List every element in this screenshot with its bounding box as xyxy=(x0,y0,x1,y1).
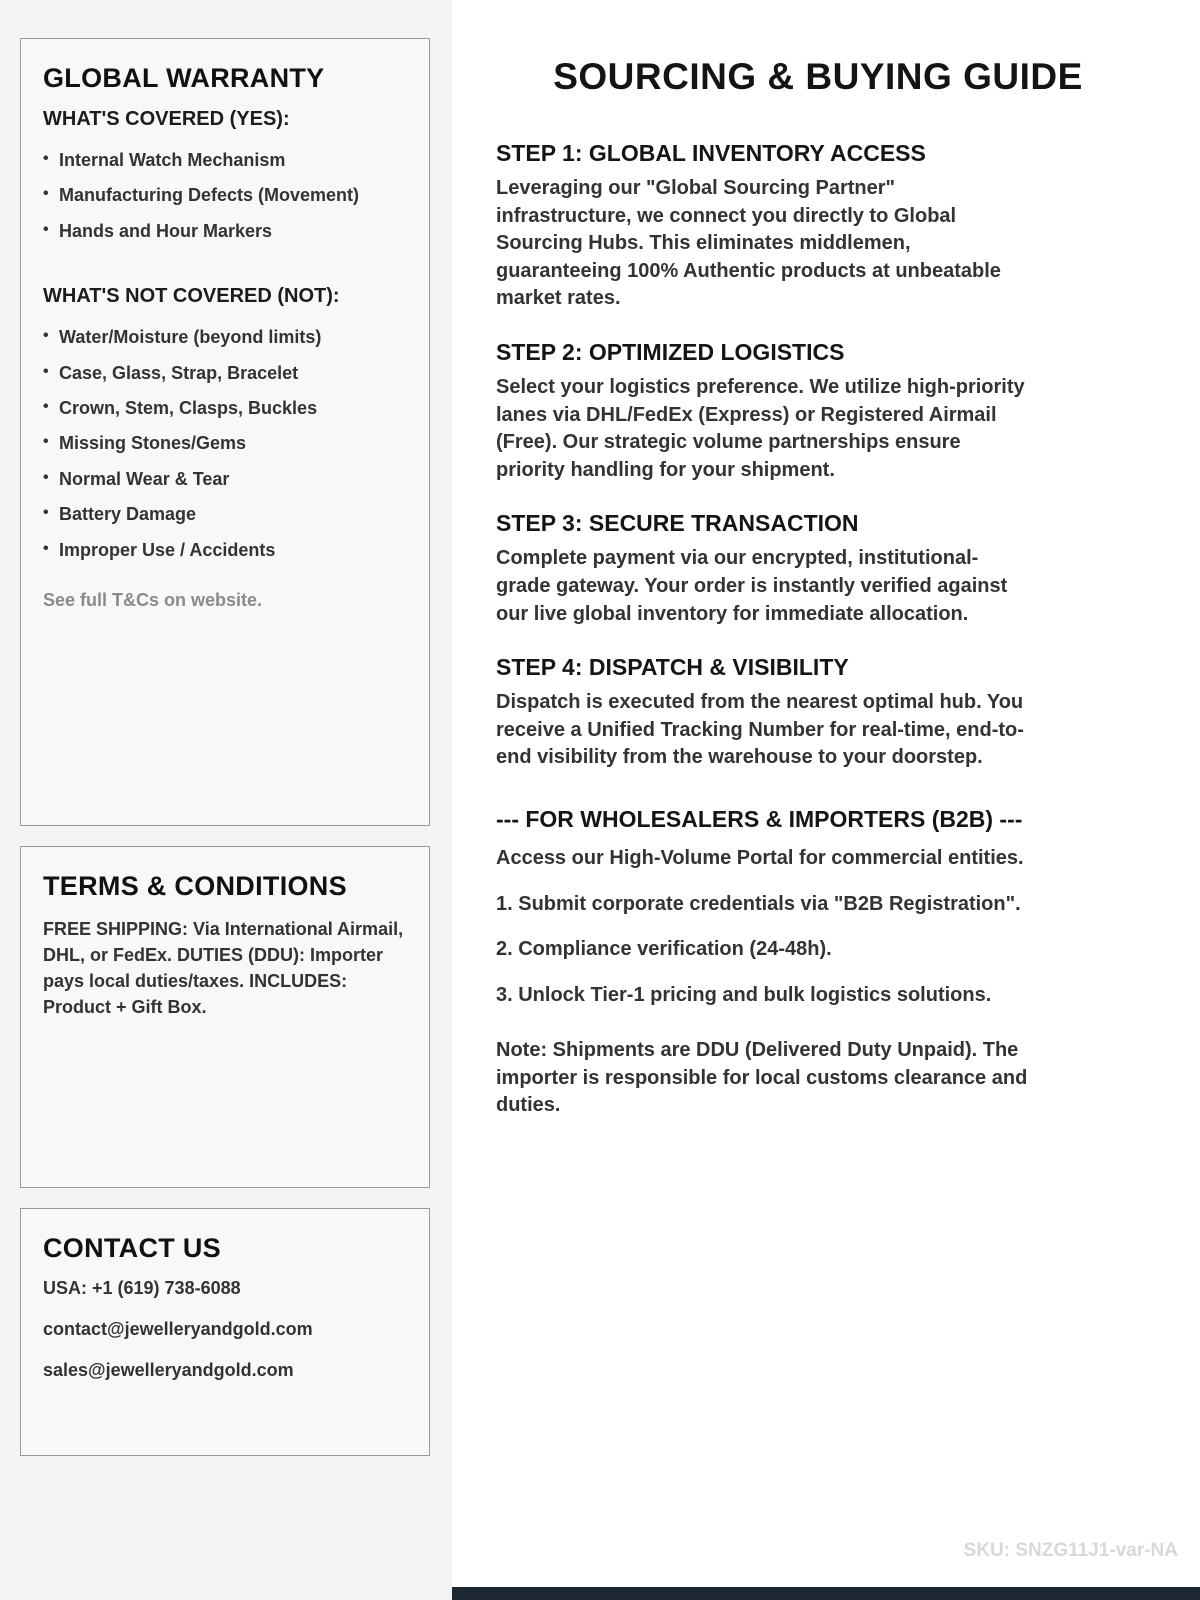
warranty-not-covered-title: WHAT'S NOT COVERED (NOT): xyxy=(43,285,340,308)
list-item: • Manufacturing Defects (Movement) xyxy=(43,178,407,213)
list-item: • Crown, Stem, Clasps, Buckles xyxy=(43,391,407,426)
warranty-footnote: See full T&Cs on website. xyxy=(43,589,263,610)
step-2-body: Select your logistics preference. We utilize high-priority lanes via DHL/FedEx (Express) or Registered Airmail (Free). Our strategic volume partnerships ensure priority handling for your shipment. xyxy=(496,375,1025,481)
warranty-covered-list xyxy=(43,143,407,249)
warranty-not-covered-list xyxy=(43,320,407,568)
step-3-body: Complete payment via our encrypted, institutional-grade gateway. Your order is instantly verified against our live global inventory for immediate allocation. xyxy=(496,547,1008,625)
step-4-heading: STEP 4: DISPATCH & VISIBILITY xyxy=(496,654,849,681)
main-content xyxy=(452,0,1200,1600)
list-item: • Hands and Hour Markers xyxy=(43,214,407,249)
contact-email-primary: contact@jewelleryandgold.com xyxy=(43,1319,313,1339)
sidebar xyxy=(0,0,452,1600)
contact-phone: USA: +1 (619) 738-6088 xyxy=(43,1278,241,1298)
footer-bar xyxy=(452,1587,1200,1600)
step-2-heading: STEP 2: OPTIMIZED LOGISTICS xyxy=(496,338,845,365)
step-2-section xyxy=(496,339,1140,484)
list-item: • Internal Watch Mechanism xyxy=(43,143,407,178)
b2b-step-3: 3. Unlock Tier-1 pricing and bulk logistics solutions. xyxy=(496,983,992,1006)
step-1-heading: STEP 1: GLOBAL INVENTORY ACCESS xyxy=(496,140,926,166)
b2b-note: Note: Shipments are DDU (Delivered Duty Unpaid). The importer is responsible for local customs clearance and duties. xyxy=(496,1039,1028,1117)
contact-panel xyxy=(20,1208,430,1456)
b2b-step-1: 1. Submit corporate credentials via "B2B Registration". xyxy=(496,892,1021,915)
list-item: • Water/Moisture (beyond limits) xyxy=(43,320,407,355)
step-4-section xyxy=(496,654,1140,772)
list-item: • Improper Use / Accidents xyxy=(43,533,407,568)
step-1-body: Leveraging our "Global Sourcing Partner" infrastructure, we connect you directly to Global Sourcing Hubs. This eliminates middlemen, guaranteeing 100% Authentic products at unbeatable market rates. xyxy=(496,177,1001,310)
sku-label: SKU: SNZG11J1-var-NA xyxy=(963,1540,1178,1561)
b2b-heading: --- FOR WHOLESALERS & IMPORTERS (B2B) --- xyxy=(496,805,1023,832)
contact-email-sales: sales@jewelleryandgold.com xyxy=(43,1360,294,1380)
step-3-section xyxy=(496,510,1140,628)
list-item: • Case, Glass, Strap, Bracelet xyxy=(43,356,407,391)
b2b-section xyxy=(496,806,1140,1120)
list-item: • Battery Damage xyxy=(43,497,407,532)
terms-body: FREE SHIPPING: Via International Airmail, DHL, or FedEx. DUTIES (DDU): Importer pays local duties/taxes. INCLUDES: Product + Gift Box. xyxy=(43,919,404,1018)
list-item: • Normal Wear & Tear xyxy=(43,462,407,497)
list-item: • Missing Stones/Gems xyxy=(43,426,407,461)
step-3-heading: STEP 3: SECURE TRANSACTION xyxy=(496,510,859,537)
terms-panel xyxy=(20,846,430,1188)
warranty-covered-title: WHAT'S COVERED (YES): xyxy=(43,108,290,130)
page-title: SOURCING & BUYING GUIDE xyxy=(553,56,1083,97)
warranty-title: GLOBAL WARRANTY xyxy=(43,63,325,93)
b2b-step-2: 2. Compliance verification (24-48h). xyxy=(496,938,832,961)
step-4-body: Dispatch is executed from the nearest optimal hub. You receive a Unified Tracking Number for real-time, end-to-end visibility from the warehouse to your doorstep. xyxy=(496,691,1024,769)
contact-title: CONTACT US xyxy=(43,1233,221,1263)
warranty-panel xyxy=(20,38,430,826)
terms-title: TERMS & CONDITIONS xyxy=(43,871,347,901)
step-1-section xyxy=(496,140,1140,313)
b2b-intro: Access our High-Volume Portal for commercial entities. xyxy=(496,846,1024,869)
